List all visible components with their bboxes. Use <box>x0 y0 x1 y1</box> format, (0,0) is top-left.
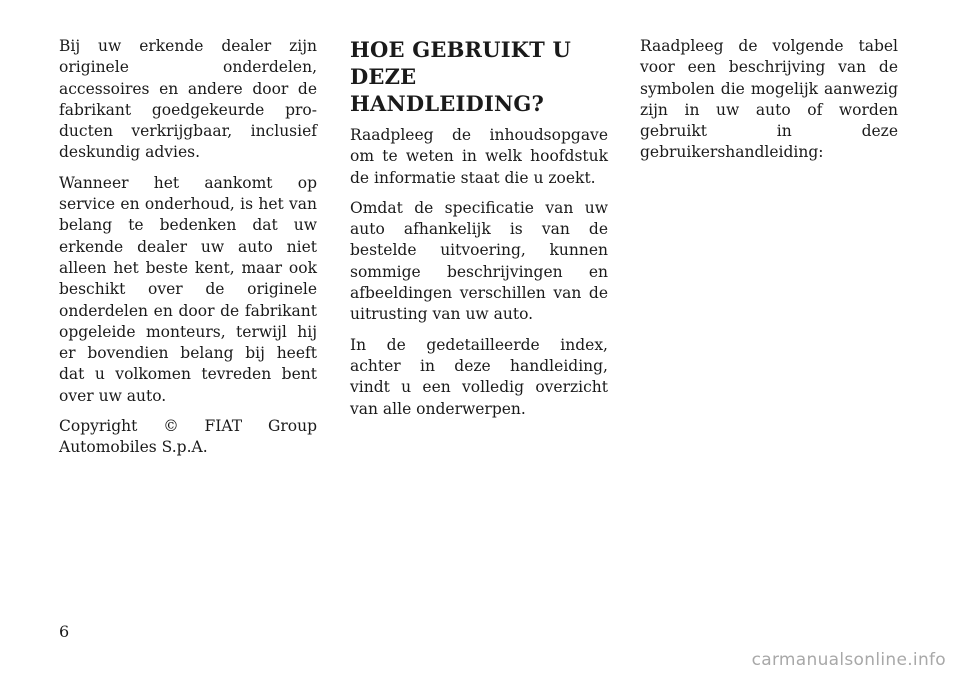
paragraph-service-maintenance: Wanneer het aankomt op service en onderhoud, is het van belang te bedenken dat uw erkende dealer uw auto niet alleen het beste kent, maar ook beschikt over de originele onderdelen en door de fabrikant opgeleide monteurs, terwijl hij er bovendien belang bij heeft dat u volkomen tevreden bent over uw auto. <box>59 173 317 405</box>
paragraph-dealer-parts: Bij uw erkende dealer zijn originele onderdelen, accessoires en andere door de fabrikant goedgekeurde producten verkrijgbaar, inclusief deskundig advies. <box>59 37 317 162</box>
paragraph-symbols-table: Raadpleeg de volgende tabel voor een beschrijving van de symbolen die mogelijk aanwezig zijn in uw auto of worden gebruikt in deze gebruikershandleiding: <box>640 37 898 162</box>
paragraph-specification: Omdat de specificatie van uw auto afhankelijk is van de bestelde uitvoering, kunnen sommige beschrijvingen en afbeeldingen verschillen van de uitrusting van uw auto. <box>350 198 608 324</box>
text-column-left <box>59 36 317 468</box>
page-number: 6 <box>59 622 70 641</box>
text-column-middle <box>350 36 608 429</box>
paragraph-table-of-contents: Raadpleeg de inhoudsopgave om te weten in welk hoofdstuk de informatie staat die u zoekt. <box>350 126 608 187</box>
text-column-right <box>640 36 898 173</box>
watermark: carmanualsonline.info <box>751 650 946 670</box>
paragraph-copyright: Copyright © FIAT Group Automobiles S.p.A. <box>59 417 317 457</box>
paragraph-index: In de gedetailleerde index, achter in deze handleiding, vindt u een volledig overzicht van alle onderwerpen. <box>350 335 608 418</box>
section-heading: HOE GEBRUIKT U DEZE HANDLEIDING? <box>350 37 572 116</box>
